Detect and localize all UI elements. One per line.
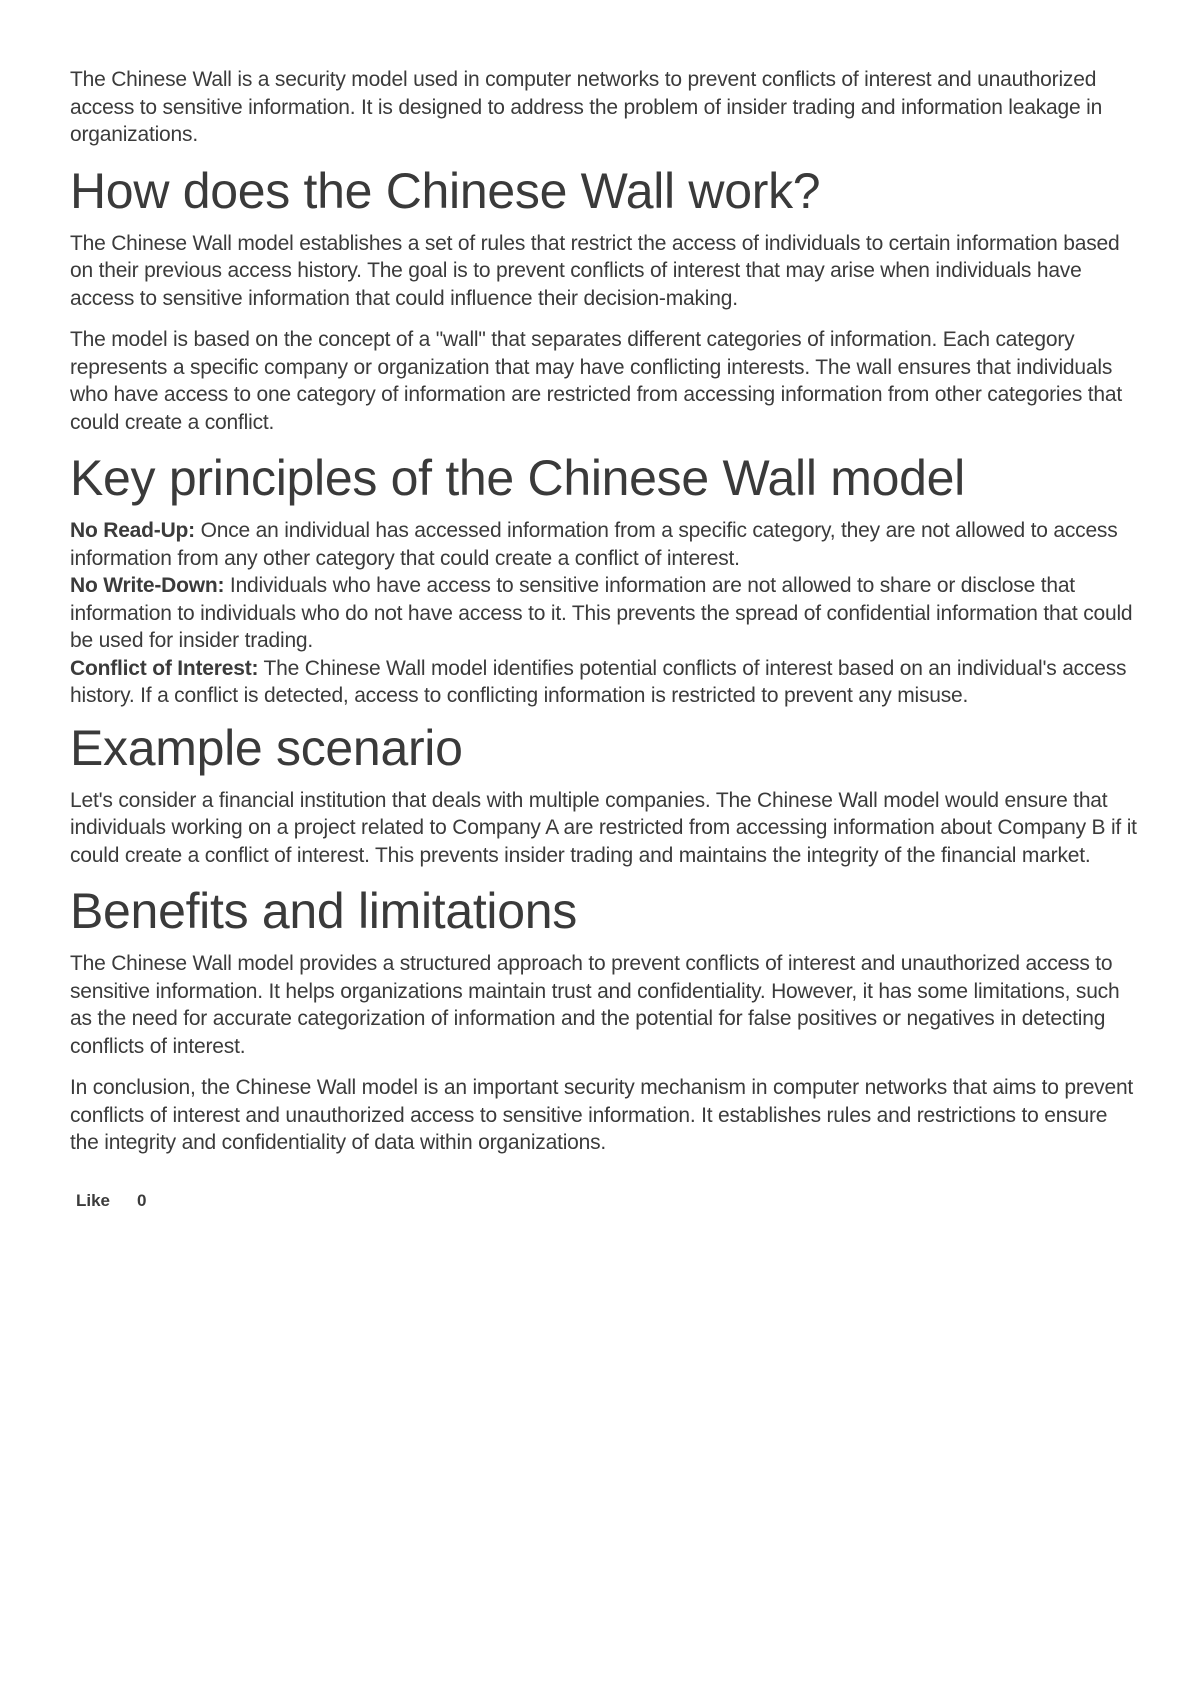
principle-text: Once an individual has accessed information from a specific category, they are not allowed to access information from any other category that could create a conflict of interest. xyxy=(70,519,1118,570)
paragraph: Let's consider a financial institution that deals with multiple companies. The Chinese Wall model would ensure that individuals working on a project related to Company A are restricted from accessing information about Company B if it could create a conflict of interest. This prevents insider trading and maintains the integrity of the financial market. xyxy=(70,788,1137,867)
intro-paragraph: The Chinese Wall is a security model used in computer networks to prevent conflicts of interest and unauthorized access to sensitive information. It is designed to address the problem of insider trading and information leakage in organizations. xyxy=(70,68,1103,146)
heading-example-scenario: Example scenario xyxy=(70,719,463,776)
paragraph: In conclusion, the Chinese Wall model is an important security mechanism in computer networks that aims to prevent conflicts of interest and unauthorized access to sensitive information. It establishes rules and restrictions to ensure the integrity and confidentiality of data within organizations. xyxy=(70,1076,1134,1154)
principle-text: The Chinese Wall model identifies potential conflicts of interest based on an individual's access history. If a conflict is detected, access to conflicting information is restricted to prevent any misuse. xyxy=(70,656,1127,707)
heading-key-principles: Key principles of the Chinese Wall model xyxy=(70,450,965,506)
principle-term: No Read-Up: xyxy=(70,519,195,542)
principle-text: Individuals who have access to sensitive information are not allowed to share or disclose that information to individuals who do not have access to it. This prevents the spread of confidential information that could be used for insider trading. xyxy=(70,574,1133,652)
like-bar xyxy=(76,1191,1140,1211)
like-count: 0 xyxy=(137,1190,147,1210)
paragraph: The Chinese Wall model establishes a set of rules that restrict the access of individuals to certain information based on their previous access history. The goal is to prevent conflicts of interest that may arise when individuals have access to sensitive information that could influence their decision-making. xyxy=(70,231,1120,310)
principle-item xyxy=(70,655,1140,710)
heading-how-it-works: How does the Chinese Wall work? xyxy=(70,162,821,219)
article-content xyxy=(70,66,1140,1211)
paragraph: The model is based on the concept of a "wall" that separates different categories of information. Each category represents a specific company or organization that may have conflicting interests. The wall ensures that individuals who have access to one category of information are restricted from accessing information from other categories that could create a conflict. xyxy=(70,328,1123,434)
principle-item xyxy=(70,517,1140,572)
paragraph: The Chinese Wall model provides a structured approach to prevent conflicts of interest and unauthorized access to sensitive information. It helps organizations maintain trust and confidentiality. However, it has some limitations, such as the need for accurate categorization of information and the potential for false positives or negatives in detecting conflicts of interest. xyxy=(70,952,1120,1058)
like-button[interactable]: Like xyxy=(76,1190,111,1210)
principle-term: Conflict of Interest: xyxy=(70,656,259,680)
principle-item xyxy=(70,572,1140,655)
heading-benefits-limitations: Benefits and limitations xyxy=(70,883,577,939)
principle-term: No Write-Down: xyxy=(70,574,225,597)
principles-list xyxy=(70,517,1140,710)
